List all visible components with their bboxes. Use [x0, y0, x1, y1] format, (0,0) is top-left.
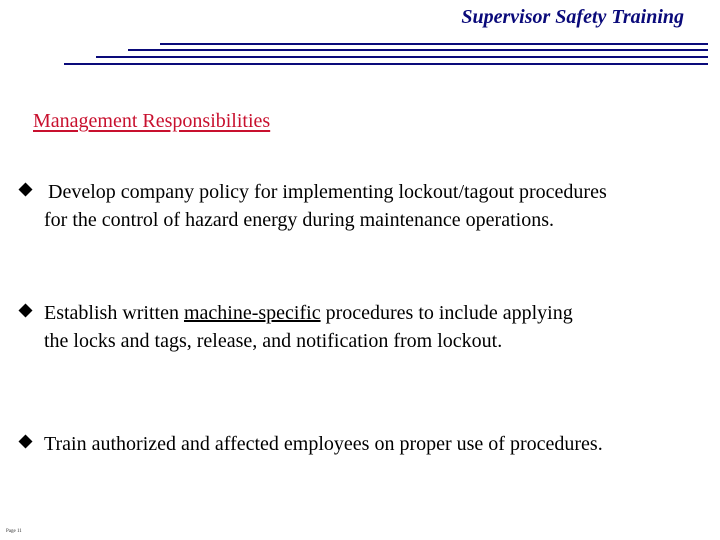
bullet-line-1-end: procedures to include applying — [320, 302, 573, 324]
bullet-text — [44, 178, 720, 234]
diamond-bullet-icon — [18, 182, 32, 196]
underlined-term: machine-specific — [183, 302, 321, 324]
bullet-line-1: Develop company policy for implementing lockout/tagout procedures — [48, 181, 607, 203]
bullet-line-2: the locks and tags, release, and notification from lockout. — [44, 330, 503, 352]
diamond-bullet-icon — [18, 434, 32, 448]
header-rule-upper — [128, 49, 708, 51]
bullet-item — [20, 299, 700, 359]
header-rule-lower — [96, 56, 708, 58]
bullet-text — [44, 299, 720, 355]
bullet-text — [44, 430, 720, 458]
section-heading: Management Responsibilities — [33, 110, 271, 132]
bullet-item — [20, 178, 700, 238]
bullet-line-1: Train authorized and affected employees on proper use of procedures. — [44, 433, 603, 455]
bullet-line-2: for the control of hazard energy during maintenance operations. — [44, 209, 554, 231]
header-rule-bottom — [64, 63, 708, 65]
bullet-item — [20, 430, 700, 460]
page-number: Page 11 — [6, 529, 22, 534]
header-title: Supervisor Safety Training — [461, 6, 684, 28]
bullet-line-1-start: Establish written — [44, 302, 184, 324]
header-rule-top — [160, 43, 708, 45]
diamond-bullet-icon — [18, 303, 32, 317]
